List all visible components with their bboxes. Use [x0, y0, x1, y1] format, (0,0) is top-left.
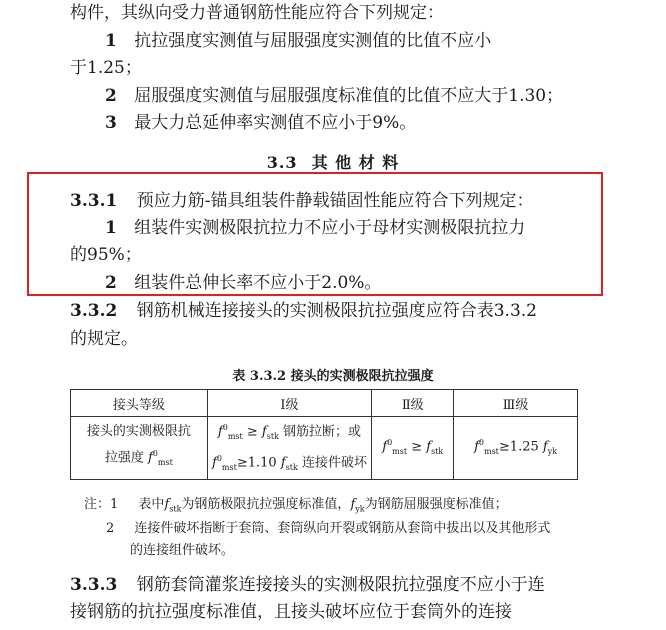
clause-heading: [70, 574, 545, 596]
table-row: [71, 417, 578, 480]
header-cell: Ⅰ级: [207, 390, 372, 417]
item-number: 2: [105, 86, 117, 106]
item-text: 抗拉强度实测值与屈服强度实测值的比值不应小: [134, 31, 492, 51]
header-cell: Ⅱ级: [372, 390, 454, 417]
table-title: 表 3.3.2 接头的实测极限抗拉强度: [232, 369, 434, 384]
table-note-2: 2 连接件破坏指断于套筒、套筒纵向开裂或钢筋从套筒中拔出以及其他形式: [106, 521, 551, 536]
joint-strength-table: [70, 389, 578, 480]
item-text: 组装件实测极限抗拉力不应小于母材实测极限抗拉力: [134, 218, 526, 238]
paragraph-line: 的95%；: [70, 245, 142, 265]
item-number: 1: [105, 31, 117, 51]
section-title: 其 他 材 料: [311, 153, 400, 172]
table-note-2-cont: 的连接组件破坏。: [130, 543, 235, 558]
list-item: [105, 272, 381, 294]
paragraph-line: 的规定。: [70, 329, 138, 349]
clause-number: 3.3.1: [70, 191, 118, 211]
row-label-cell: 接头的实测极限抗 拉强度 $f^0_{mst}$: [71, 417, 208, 480]
item-number: 3: [105, 113, 117, 133]
note-number: 2: [106, 521, 115, 536]
level-1-cell: $f^0_{mst} \ge f_{stk}$ 钢筋拉断；或 $f^0_{mst}\ge 1.10$ $f_{stk}$ 连接件破坏: [207, 417, 372, 480]
item-number: 1: [105, 218, 117, 238]
clause-heading: [70, 300, 537, 322]
item-text: 屈服强度实测值与屈服强度标准值的比值不应大于1.30；: [134, 86, 564, 106]
section-heading: [0, 150, 666, 173]
clause-number: 3.3.2: [70, 301, 118, 321]
level-3-cell: $f^0_{mst}\ge 1.25$ $f_{yk}$: [454, 417, 578, 480]
header-cell: 接头等级: [71, 390, 208, 417]
header-cell: Ⅲ级: [454, 390, 578, 417]
clause-text: 钢筋套筒灌浆连接接头的实测极限抗拉强度不应小于连: [136, 575, 545, 595]
list-item: [105, 112, 416, 134]
table-header-row: [71, 390, 578, 417]
section-number: 3.3: [266, 153, 298, 172]
clause-heading: [70, 190, 533, 212]
paragraph-line: 于1.25；: [70, 58, 142, 78]
list-item: [105, 85, 563, 107]
item-number: 2: [105, 273, 117, 293]
clause-text: 钢筋机械连接接头的实测极限抗拉强度应符合表3.3.2: [136, 301, 537, 321]
table-note-1: 注：1 表中$f_{stk}$为钢筋极限抗拉强度标准值，$f_{yk}$为钢筋屈服强度标准值；: [84, 497, 508, 514]
item-text: 最大力总延伸率实测值不应小于9%。: [134, 113, 417, 133]
paragraph-line: 接钢筋的抗拉强度标准值，且接头破坏应位于套筒外的连接: [70, 602, 512, 622]
item-text: 组装件总伸长率不应小于2.0%。: [134, 273, 382, 293]
clause-text: 预应力筋-锚具组装件静载锚固性能应符合下列规定：: [136, 191, 534, 211]
paragraph-line: 构件，其纵向受力普通钢筋性能应符合下列规定：: [70, 3, 444, 23]
level-2-cell: $f^0_{mst} \ge f_{stk}$: [372, 417, 454, 480]
list-item: [105, 217, 525, 239]
note-label: 注：1: [84, 497, 119, 512]
list-item: [105, 30, 491, 52]
clause-number: 3.3.3: [70, 575, 118, 595]
